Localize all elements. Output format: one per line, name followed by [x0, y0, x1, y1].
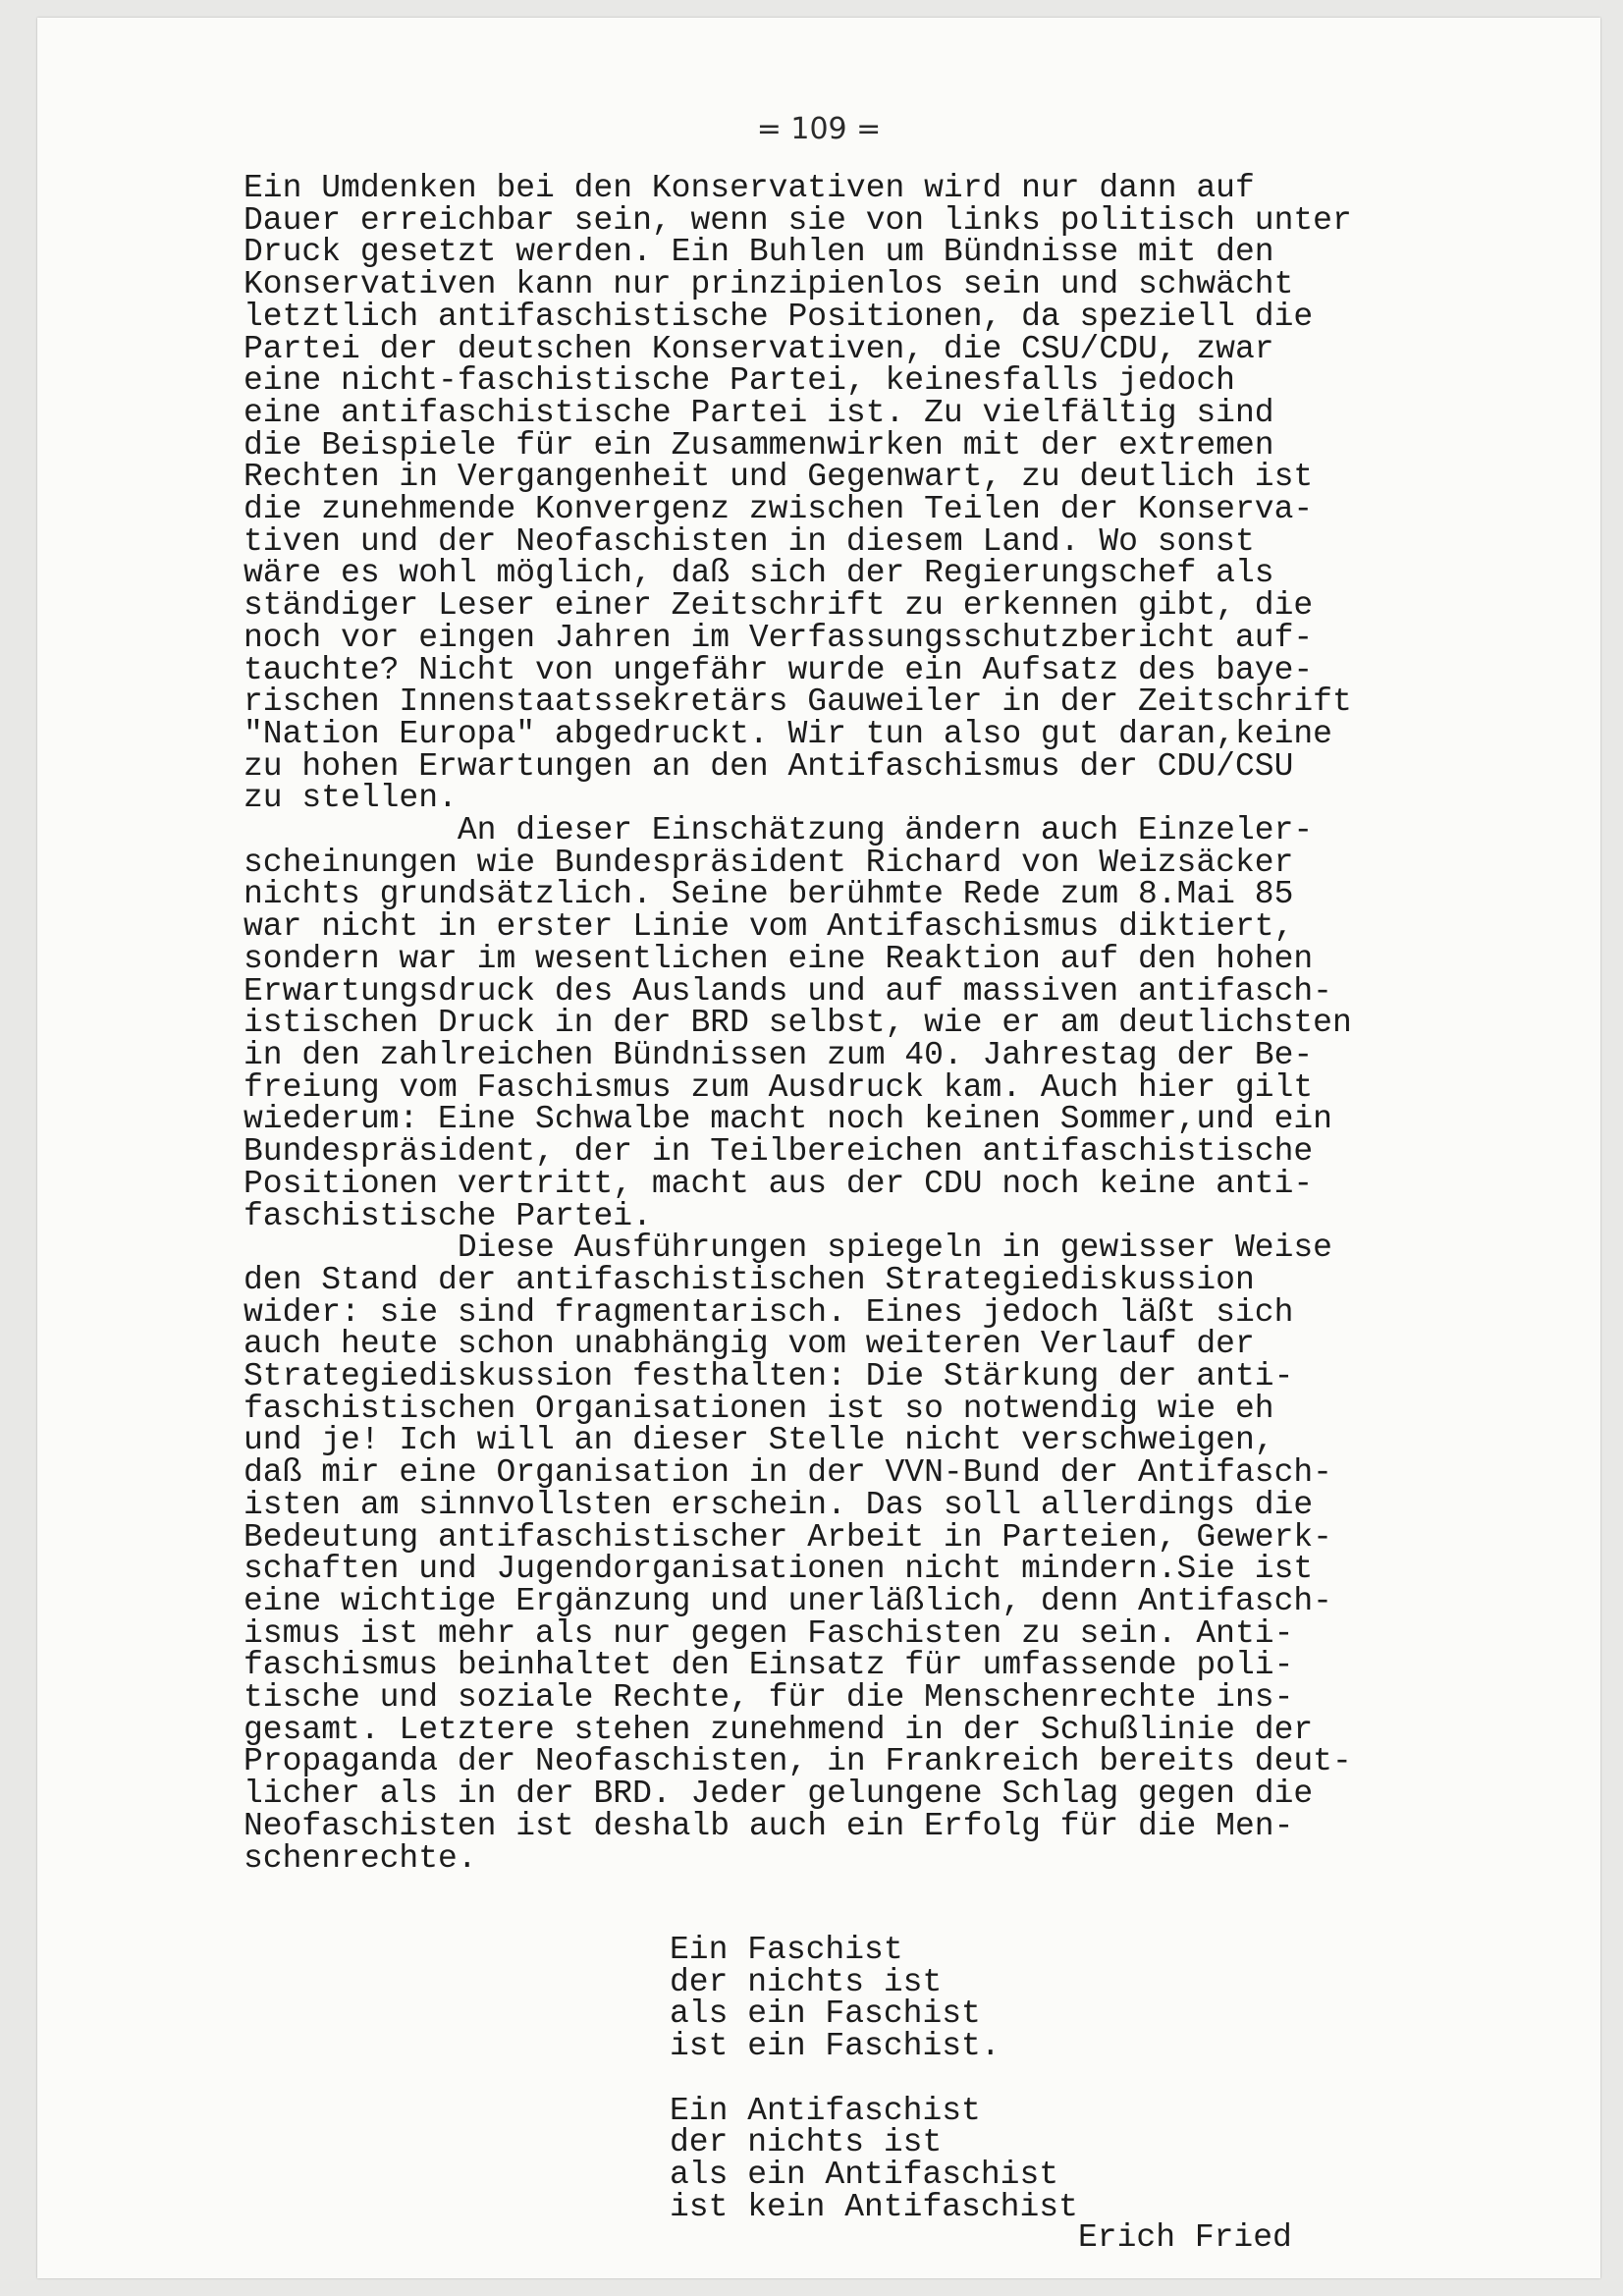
- text-line: faschismus beinhaltet den Einsatz für umfassende poli-: [243, 1647, 1294, 1684]
- text-line: daß mir eine Organisation in der VVN-Bund der Antifasch-: [243, 1454, 1332, 1492]
- text-line: wäre es wohl möglich, daß sich der Regierungschef als: [243, 555, 1274, 592]
- poem-line: ist ein Faschist.: [670, 2028, 1001, 2065]
- text-line: die Beispiele für ein Zusammenwirken mit der extremen: [243, 426, 1274, 464]
- text-line: wiederum: Eine Schwalbe macht noch keinen Sommer,und ein: [243, 1101, 1332, 1138]
- text-line: scheinungen wie Bundespräsident Richard von Weizsäcker: [243, 844, 1294, 881]
- text-line: isten am sinnvollsten erschein. Das soll allerdings die: [243, 1486, 1314, 1523]
- text-line: zu hohen Erwartungen an den Antifaschismus der CDU/CSU: [243, 747, 1294, 785]
- text-line: eine wichtige Ergänzung und unerläßlich, denn Antifasch-: [243, 1582, 1332, 1619]
- poem-line: als ein Antifaschist: [670, 2156, 1059, 2193]
- text-line: Propaganda der Neofaschisten, in Frankreich bereits deut-: [243, 1743, 1352, 1780]
- poem: [670, 1932, 1078, 2256]
- text-line: nichts grundsätzlich. Seine berühmte Rede zum 8.Mai 85: [243, 876, 1294, 913]
- poem-line: der nichts ist: [670, 1963, 943, 2000]
- poem-stanza-2: [670, 2092, 1078, 2225]
- text-line: sondern war im wesentlichen eine Reaktion auf den hohen: [243, 940, 1314, 977]
- text-line: in den zahlreichen Bündnissen zum 40. Jahrestag der Be-: [243, 1036, 1314, 1073]
- text-line: Partei der deutschen Konservativen, die CSU/CDU, zwar: [243, 330, 1274, 367]
- text-line: An dieser Einschätzung ändern auch Einzeler-: [243, 812, 1314, 849]
- text-line: eine antifaschistische Partei ist. Zu vielfältig sind: [243, 394, 1274, 431]
- text-line: freiung vom Faschismus zum Ausdruck kam. Auch hier gilt: [243, 1068, 1314, 1106]
- poem-line: Ein Faschist: [670, 1932, 903, 1968]
- text-line: die zunehmende Konvergenz zwischen Teilen der Konserva-: [243, 491, 1314, 528]
- text-line: rischen Innenstaatssekretärs Gauweiler in der Zeitschrift: [243, 683, 1352, 721]
- poem-stanza-1: [670, 1932, 1078, 2065]
- text-line: letztlich antifaschistische Positionen, da speziell die: [243, 298, 1314, 335]
- text-line: Erwartungsdruck des Auslands und auf massiven antifasch-: [243, 972, 1332, 1010]
- poem-line: ist kein Antifaschist: [670, 2188, 1078, 2225]
- text-line: istischen Druck in der BRD selbst, wie er am deutlichsten: [243, 1005, 1352, 1042]
- text-line: noch vor eingen Jahren im Verfassungsschutzbericht auf-: [243, 619, 1314, 656]
- document-page: [37, 18, 1600, 2278]
- text-line: faschistische Partei.: [243, 1197, 652, 1234]
- text-line: den Stand der antifaschistischen Strategiediskussion: [243, 1261, 1255, 1298]
- page-number: = 109 =: [756, 112, 882, 146]
- text-line: auch heute schon unabhängig vom weiteren Verlauf der: [243, 1326, 1255, 1363]
- text-line: tische und soziale Rechte, für die Menschenrechte ins-: [243, 1679, 1294, 1717]
- poem-line: der nichts ist: [670, 2124, 943, 2161]
- text-line: gesamt. Letztere stehen zunehmend in der Schußlinie der: [243, 1711, 1314, 1748]
- text-line: faschistischen Organisationen ist so notwendig wie eh: [243, 1390, 1274, 1427]
- text-line: Bedeutung antifaschistischer Arbeit in Parteien, Gewerk-: [243, 1518, 1332, 1556]
- text-line: und je! Ich will an dieser Stelle nicht verschweigen,: [243, 1422, 1274, 1459]
- text-line: eine nicht-faschistische Partei, keinesfalls jedoch: [243, 362, 1235, 400]
- author-signature: Erich Fried: [1078, 2219, 1292, 2256]
- text-line: licher als in der BRD. Jeder gelungene Schlag gegen die: [243, 1776, 1314, 1813]
- text-line: Rechten in Vergangenheit und Gegenwart, zu deutlich ist: [243, 459, 1314, 496]
- text-line: Dauer erreichbar sein, wenn sie von links politisch unter: [243, 201, 1352, 239]
- text-line: war nicht in erster Linie vom Antifaschismus diktiert,: [243, 908, 1294, 946]
- text-line: tauchte? Nicht von ungefähr wurde ein Aufsatz des baye-: [243, 651, 1314, 688]
- text-line: Bundespräsident, der in Teilbereichen antifaschistische: [243, 1133, 1314, 1171]
- text-line: Diese Ausführungen spiegeln in gewisser Weise: [243, 1230, 1332, 1267]
- text-line: ismus ist mehr als nur gegen Faschisten zu sein. Anti-: [243, 1614, 1294, 1652]
- poem-line: als ein Faschist: [670, 1995, 981, 2033]
- text-line: Ein Umdenken bei den Konservativen wird nur dann auf: [243, 170, 1255, 206]
- poem-line: Ein Antifaschist: [670, 2092, 981, 2129]
- text-line: tiven und der Neofaschisten in diesem Land. Wo sonst: [243, 522, 1255, 560]
- text-line: Druck gesetzt werden. Ein Buhlen um Bündnisse mit den: [243, 234, 1274, 271]
- text-line: schenrechte.: [243, 1839, 477, 1877]
- text-line: Konservativen kann nur prinzipienlos sein und schwächt: [243, 266, 1294, 303]
- text-line: zu stellen.: [243, 780, 458, 817]
- text-line: Strategiediskussion festhalten: Die Stärkung der anti-: [243, 1358, 1294, 1395]
- text-line: Positionen vertritt, macht aus der CDU noch keine anti-: [243, 1165, 1314, 1202]
- text-line: "Nation Europa" abgedruckt. Wir tun also gut daran,keine: [243, 715, 1332, 752]
- text-line: Neofaschisten ist deshalb auch ein Erfolg für die Men-: [243, 1807, 1294, 1844]
- text-line: schaften und Jugendorganisationen nicht mindern.Sie ist: [243, 1551, 1314, 1588]
- body-text: [243, 170, 1422, 1877]
- text-line: wider: sie sind fragmentarisch. Eines jedoch läßt sich: [243, 1293, 1294, 1331]
- text-line: ständiger Leser einer Zeitschrift zu erkennen gibt, die: [243, 587, 1314, 625]
